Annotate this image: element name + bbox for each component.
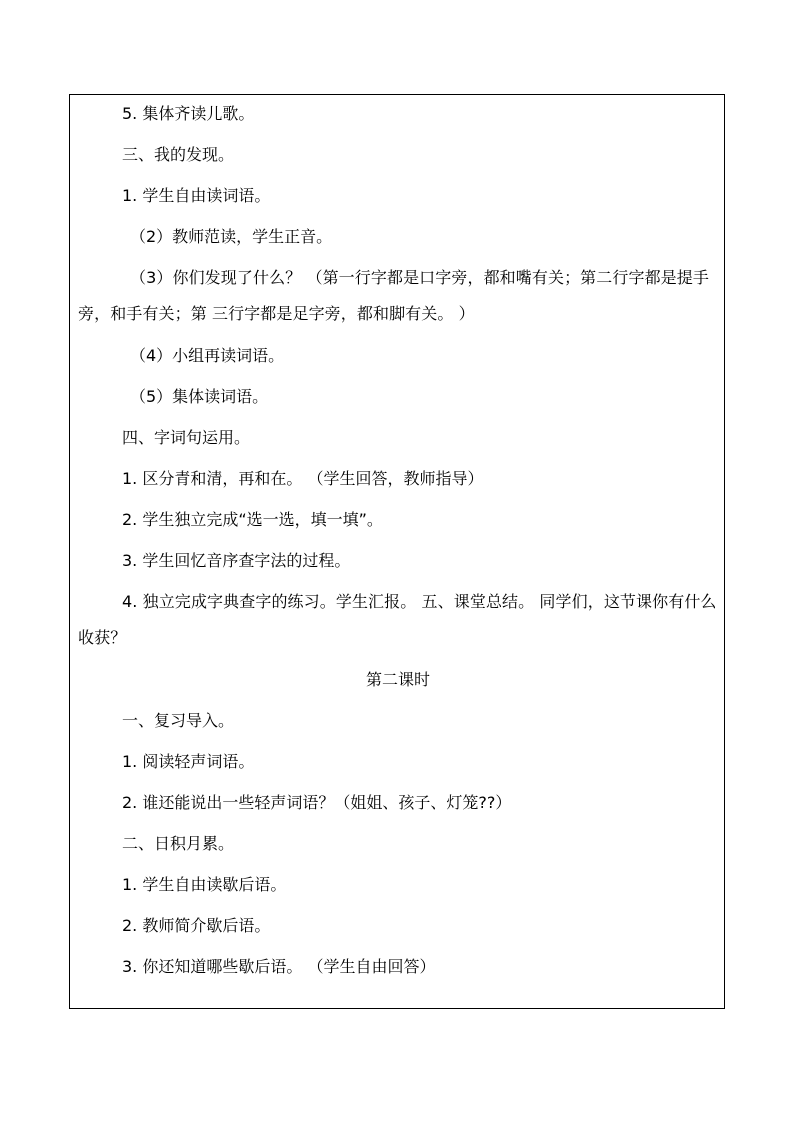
lesson-subtitle: 第二课时: [365, 670, 430, 689]
text-paragraph: （3）你们发现了什么？ （第一行字都是口字旁，都和嘴有关；第二行字都是提手旁，和手有关；第 三行字都是足字旁，都和脚有关。 ）: [78, 268, 709, 323]
lesson-plan-content: [78, 103, 718, 997]
text-line: 1. 学生自由读词语。: [122, 186, 271, 205]
text-line: 1. 学生自由读歇后语。: [122, 875, 287, 894]
text-line: 2. 谁还能说出一些轻声词语？（姐姐、孩子、灯笼??）: [122, 793, 512, 812]
text-line: （2）教师范读，学生正音。: [130, 227, 333, 246]
section-heading: 四、字词句运用。: [122, 428, 251, 447]
section-heading: 三、我的发现。: [122, 145, 235, 164]
text-line: 5. 集体齐读儿歌。: [122, 104, 255, 123]
text-paragraph: 4. 独立完成字典查字的练习。学生汇报。 五、课堂总结。 同学们，这节课你有什么收获？: [78, 592, 717, 647]
text-line: 1. 区分青和清，再和在。 （学生回答，教师指导）: [122, 469, 484, 488]
text-line: 3. 学生回忆音序查字法的过程。: [122, 551, 351, 570]
text-line: 2. 教师简介歇后语。: [122, 916, 271, 935]
section-heading: 一、复习导入。: [122, 711, 235, 730]
text-line: 3. 你还知道哪些歇后语。 （学生自由回答）: [122, 957, 436, 976]
text-line: （4）小组再读词语。: [130, 346, 285, 365]
text-line: 2. 学生独立完成“选一选，填一填”。: [122, 510, 383, 529]
text-line: （5）集体读词语。: [130, 387, 269, 406]
section-heading: 二、日积月累。: [122, 834, 235, 853]
text-line: 1. 阅读轻声词语。: [122, 752, 255, 771]
document-table-cell: [69, 94, 725, 1009]
